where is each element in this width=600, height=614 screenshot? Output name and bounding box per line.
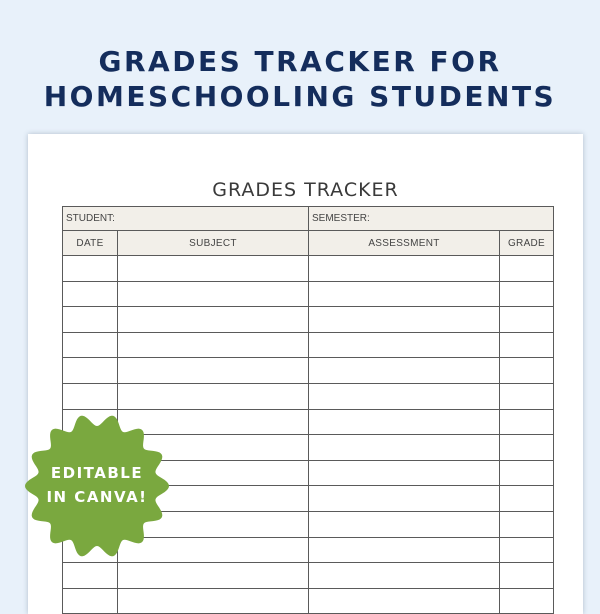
headline-line-1: GRADES TRACKER FOR (98, 45, 502, 78)
table-row (63, 256, 554, 282)
date-cell[interactable] (63, 383, 118, 409)
grade-cell[interactable] (500, 435, 554, 461)
assessment-cell[interactable] (309, 383, 500, 409)
assessment-cell[interactable] (309, 332, 500, 358)
table-row (63, 588, 554, 614)
date-cell[interactable] (63, 563, 118, 589)
date-cell[interactable] (63, 332, 118, 358)
grade-cell[interactable] (500, 358, 554, 384)
column-header-date: DATE (63, 231, 118, 256)
assessment-cell[interactable] (309, 307, 500, 333)
subject-cell[interactable] (118, 332, 309, 358)
assessment-cell[interactable] (309, 588, 500, 614)
column-header-grade: GRADE (500, 231, 554, 256)
grade-cell[interactable] (500, 307, 554, 333)
grade-cell[interactable] (500, 383, 554, 409)
badge-text (22, 461, 172, 509)
table-row (63, 307, 554, 333)
assessment-cell[interactable] (309, 460, 500, 486)
subject-cell[interactable] (118, 383, 309, 409)
column-header-assessment: ASSESSMENT (309, 231, 500, 256)
date-cell[interactable] (63, 281, 118, 307)
assessment-cell[interactable] (309, 537, 500, 563)
sheet-title: GRADES TRACKER (212, 179, 399, 201)
meta-row (63, 207, 554, 231)
page-headline (0, 44, 600, 114)
table-row (63, 332, 554, 358)
table-row (63, 383, 554, 409)
date-cell[interactable] (63, 307, 118, 333)
grade-cell[interactable] (500, 537, 554, 563)
grade-cell[interactable] (500, 281, 554, 307)
grade-cell[interactable] (500, 588, 554, 614)
subject-cell[interactable] (118, 307, 309, 333)
student-field[interactable]: STUDENT: (63, 207, 309, 231)
assessment-cell[interactable] (309, 358, 500, 384)
grade-cell[interactable] (500, 486, 554, 512)
badge-line-1: EDITABLE (50, 464, 144, 482)
date-cell[interactable] (63, 256, 118, 282)
headline-line-2: HOMESCHOOLING STUDENTS (43, 80, 557, 113)
grade-cell[interactable] (500, 256, 554, 282)
grade-cell[interactable] (500, 563, 554, 589)
assessment-cell[interactable] (309, 281, 500, 307)
assessment-cell[interactable] (309, 511, 500, 537)
grade-cell[interactable] (500, 409, 554, 435)
date-cell[interactable] (63, 588, 118, 614)
table-row (63, 281, 554, 307)
subject-cell[interactable] (118, 563, 309, 589)
table-row (63, 358, 554, 384)
assessment-cell[interactable] (309, 409, 500, 435)
subject-cell[interactable] (118, 588, 309, 614)
semester-field[interactable]: SEMESTER: (309, 207, 554, 231)
column-header-row (63, 231, 554, 256)
assessment-cell[interactable] (309, 256, 500, 282)
table-row (63, 563, 554, 589)
column-header-subject: SUBJECT (118, 231, 309, 256)
editable-badge (22, 411, 172, 561)
assessment-cell[interactable] (309, 563, 500, 589)
grade-cell[interactable] (500, 511, 554, 537)
assessment-cell[interactable] (309, 435, 500, 461)
subject-cell[interactable] (118, 358, 309, 384)
subject-cell[interactable] (118, 281, 309, 307)
subject-cell[interactable] (118, 256, 309, 282)
date-cell[interactable] (63, 358, 118, 384)
badge-line-2: IN CANVA! (46, 488, 148, 506)
grade-cell[interactable] (500, 332, 554, 358)
assessment-cell[interactable] (309, 486, 500, 512)
grade-cell[interactable] (500, 460, 554, 486)
